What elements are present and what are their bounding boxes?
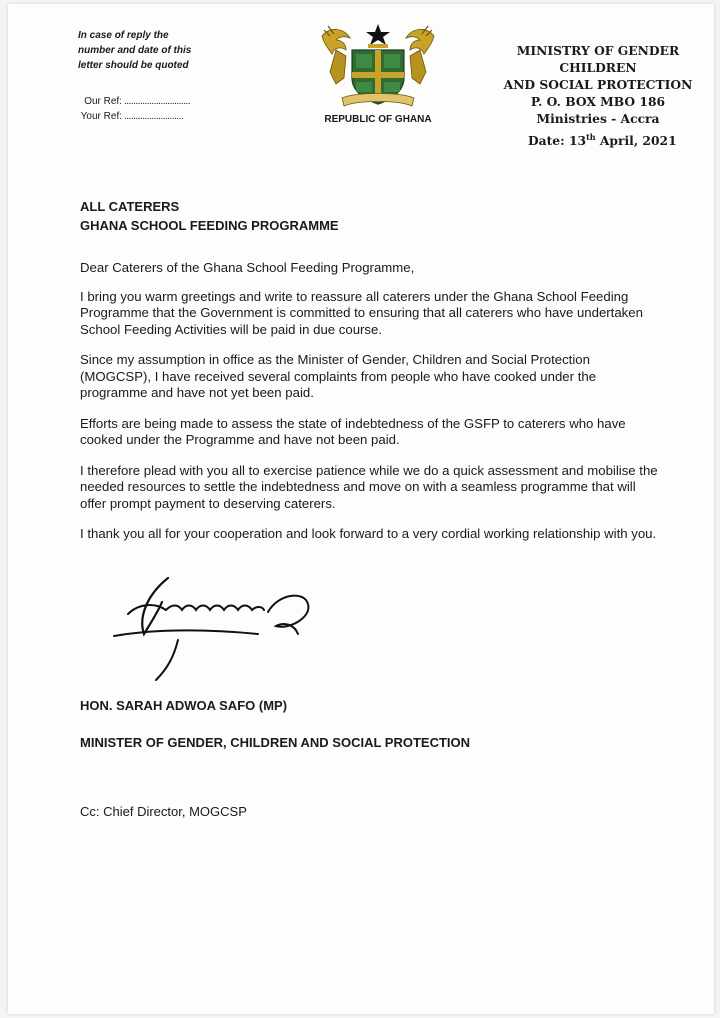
letter-date [528, 132, 677, 148]
date-prefix: Date: 13 [528, 133, 587, 149]
addressee-line: GHANA SCHOOL FEEDING PROGRAMME [80, 218, 339, 233]
body-paragraph: I therefore plead with you all to exercise patience while we do a quick assessment and mobilise the needed resources to settle the indebtedness and move on with a seamless programme that will offer prompt payment to deserving caterers. [80, 462, 658, 511]
cc-line: Cc: Chief Director, MOGCSP [80, 804, 247, 819]
body-paragraph: Efforts are being made to assess the state of indebtedness of the GSFP to caterers who have cooked under the Programme and have not been paid. [80, 415, 626, 447]
ghana-coat-of-arms-icon [316, 22, 440, 108]
ministry-line: MINISTRY OF GENDER CHILDREN [516, 43, 680, 75]
our-ref-value: ............................. [124, 96, 191, 107]
date-superscript: th [586, 132, 596, 142]
letter-body [80, 260, 660, 557]
addressee-line: ALL CATERERS [80, 199, 180, 214]
ministry-address [478, 42, 718, 127]
reply-note-line: letter should be quoted [78, 60, 189, 71]
body-paragraph: Since my assumption in office as the Minister of Gender, Children and Social Protection (MOGCSP), I have received several complaints from people who have cooked under the programme and have not yet been paid. [80, 352, 597, 400]
reply-note-line: number and date of this [78, 45, 192, 56]
reply-note-line: In case of reply the [78, 30, 169, 41]
ministry-line: Ministries - Accra [536, 111, 660, 126]
addressee [80, 197, 339, 235]
reference-block [78, 94, 190, 124]
handwritten-signature [108, 564, 348, 684]
our-ref-label: Our Ref: [84, 96, 122, 107]
your-ref-label: Your Ref: [80, 111, 122, 122]
ministry-line: AND SOCIAL PROTECTION [503, 77, 693, 92]
your-ref [78, 109, 190, 124]
body-paragraph: I bring you warm greetings and write to reassure all caterers under the Ghana School Feeding Programme that the Government is committed to ensuring that all caterers who have undertaken School Feeding Activities will be paid in due course. [80, 288, 643, 337]
crest-caption: REPUBLIC OF GHANA [324, 114, 432, 125]
salutation: Dear Caterers of the Ghana School Feeding Programme, [80, 260, 415, 275]
signatory-title: MINISTER OF GENDER, CHILDREN AND SOCIAL PROTECTION [80, 735, 471, 750]
reply-note [78, 28, 228, 73]
date-suffix: April, 2021 [595, 133, 677, 149]
your-ref-value: .......................... [124, 111, 184, 122]
signatory-name: HON. SARAH ADWOA SAFO (MP) [80, 698, 288, 713]
our-ref [78, 94, 190, 109]
ministry-line: P. O. BOX MBO 186 [530, 94, 666, 109]
body-paragraph: I thank you all for your cooperation and look forward to a very cordial working relationship with you. [80, 526, 657, 541]
letter-page [8, 4, 714, 1014]
